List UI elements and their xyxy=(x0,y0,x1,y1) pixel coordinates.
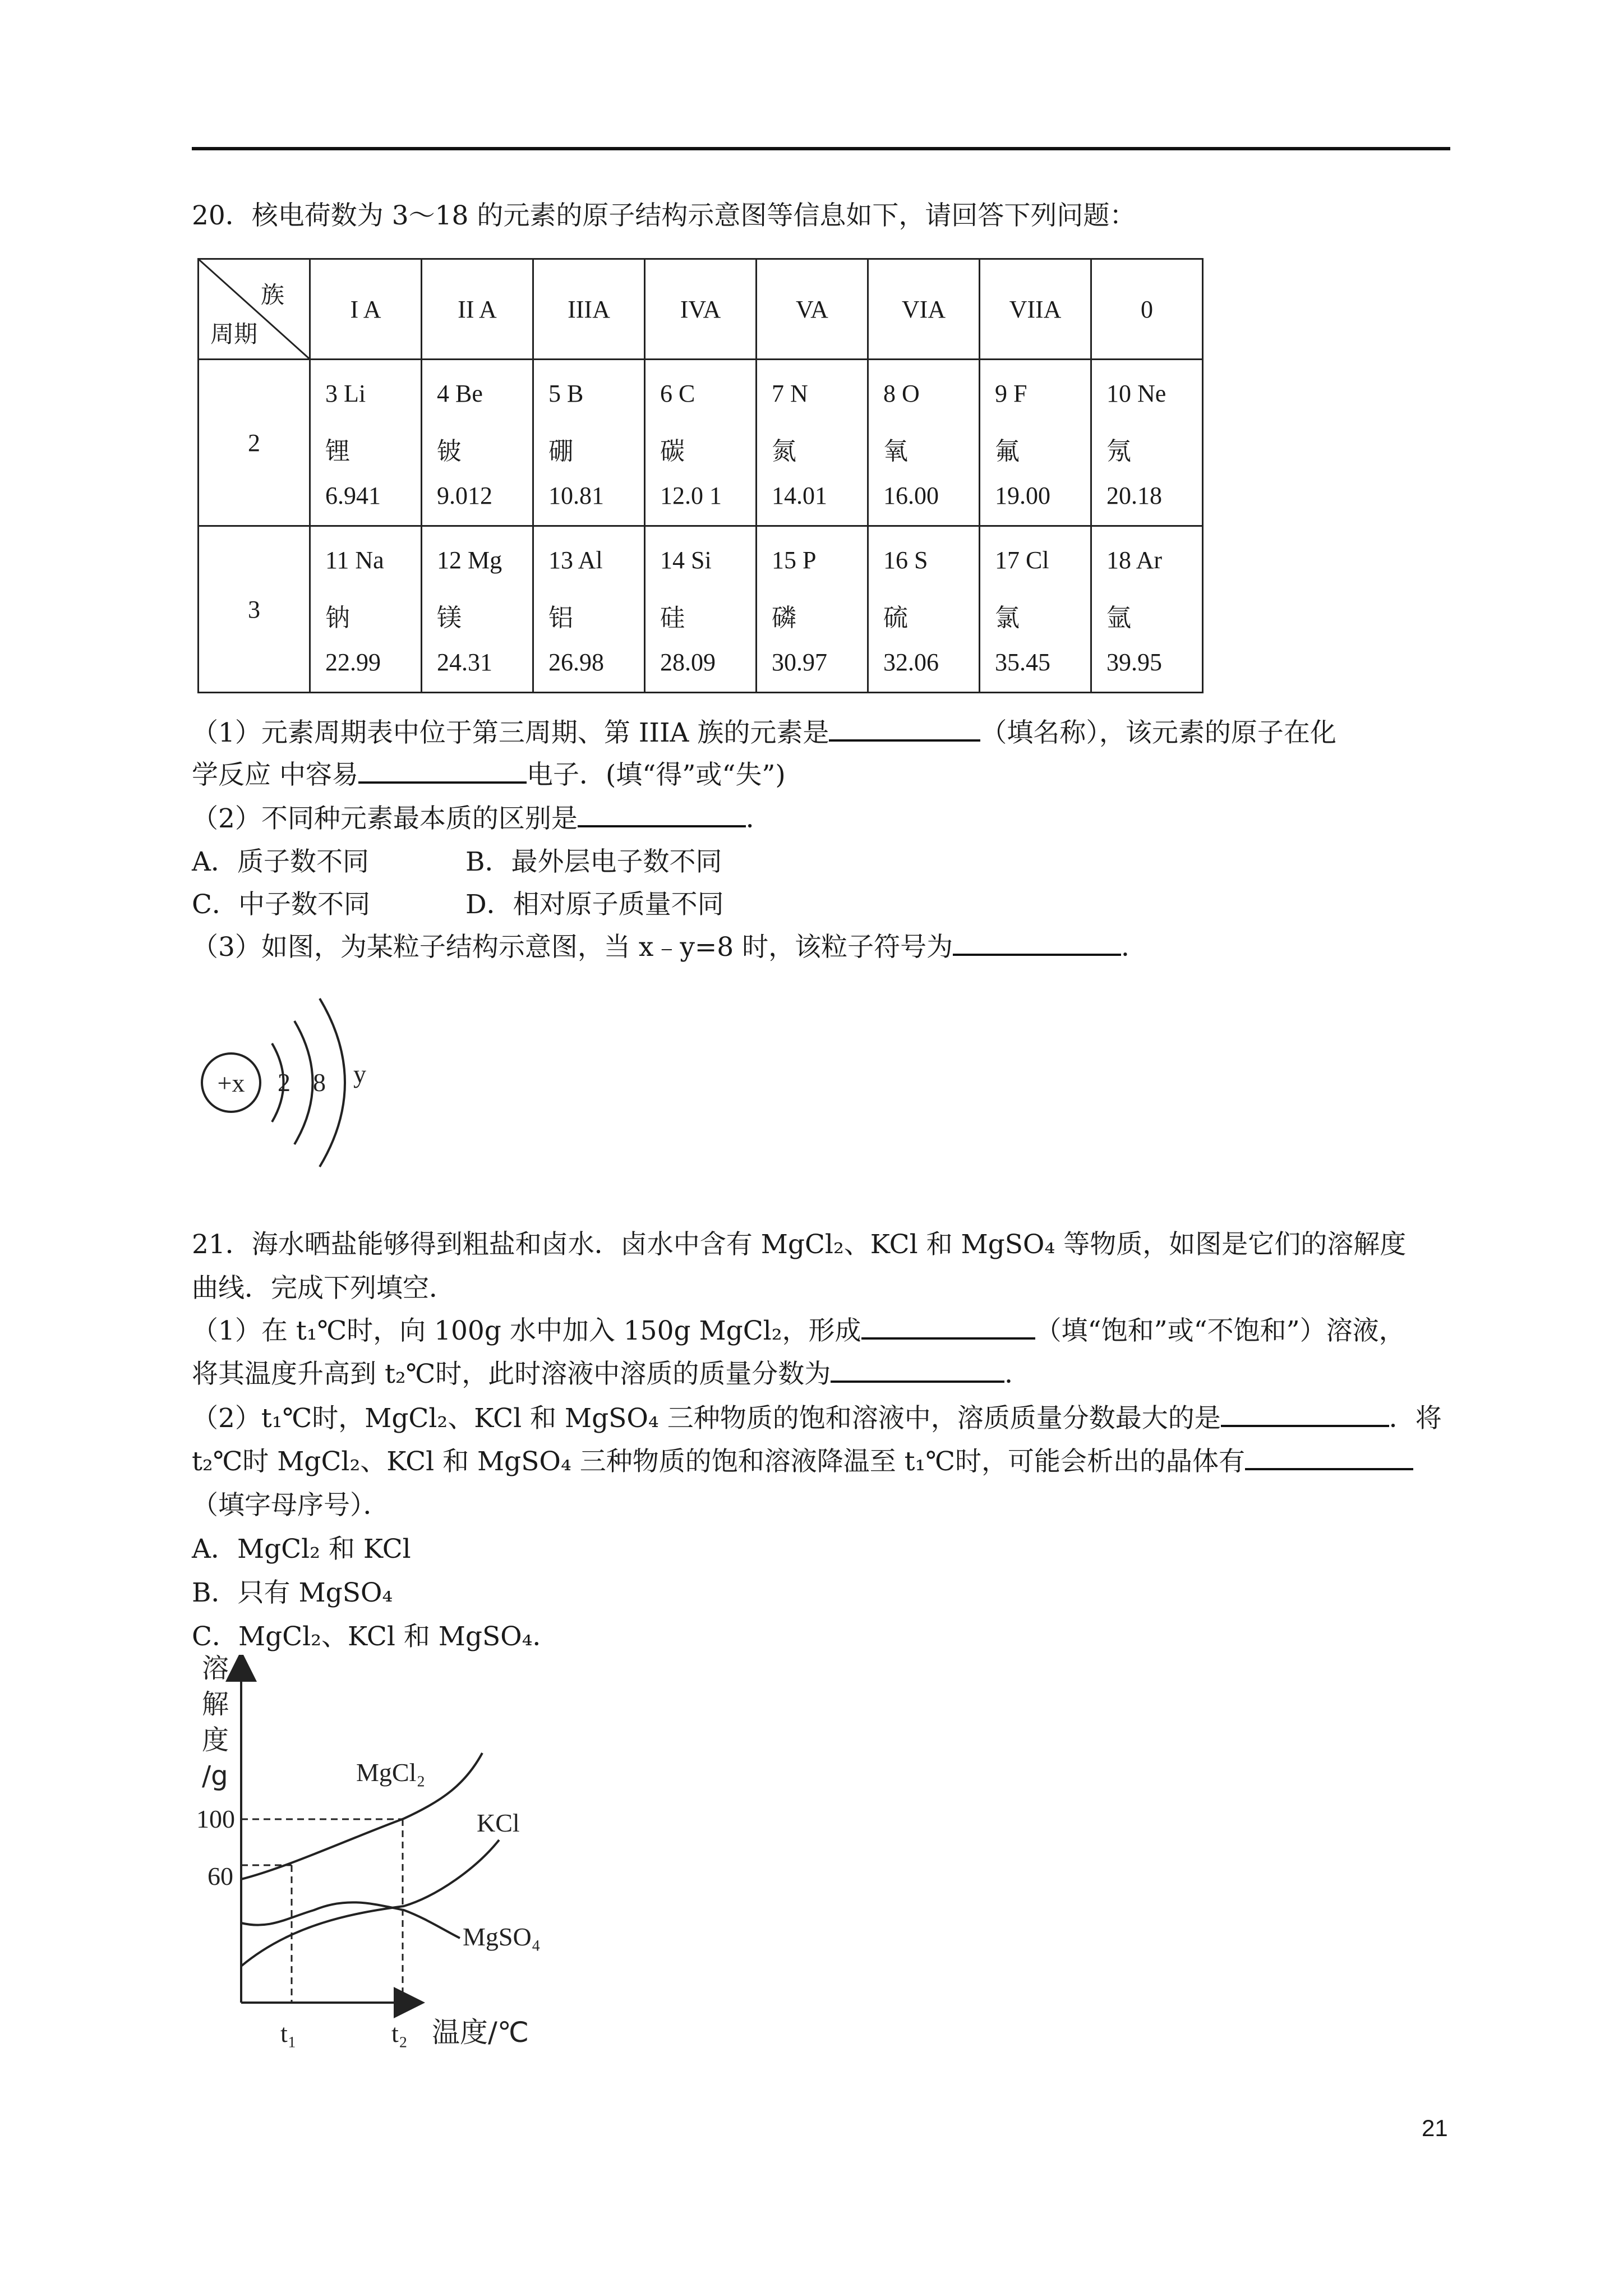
element-name: 氯 xyxy=(995,604,1020,632)
element-mass: 12.0 1 xyxy=(660,482,722,509)
q21-option-c: C．MgCl₂、KCl 和 MgSO₄． xyxy=(192,1621,559,1652)
element-symbol: 14 Si xyxy=(660,546,712,574)
q20-part2-text-b: ． xyxy=(745,803,772,834)
element-symbol: 3 Li xyxy=(325,380,366,407)
q21-part2-text-c: t₂℃时 MgCl₂、KCl 和 MgSO₄ 三种物质的饱和溶液降温至 t₁℃时，可能会析出的晶体有 xyxy=(192,1446,1245,1477)
element-symbol: 18 Ar xyxy=(1106,546,1162,574)
element-name: 氧 xyxy=(883,437,908,466)
element-cell xyxy=(868,526,980,693)
element-name: 磷 xyxy=(772,604,796,632)
q20-part2-text-a: （2）不同种元素最本质的区别是 xyxy=(192,803,578,834)
element-mass: 19.00 xyxy=(995,482,1050,509)
y-tick-60: 60 xyxy=(208,1862,233,1890)
element-cell xyxy=(422,360,533,526)
element-mass: 16.00 xyxy=(883,482,939,509)
series-label: MgSO₄ xyxy=(463,1922,541,1951)
series-label: MgCl₂ xyxy=(356,1758,426,1787)
element-symbol: 10 Ne xyxy=(1106,380,1166,407)
header-rule xyxy=(192,147,1450,150)
element-symbol: 11 Na xyxy=(325,546,384,574)
q21-line2: 曲线．完成下列填空． xyxy=(192,1273,455,1304)
electron-shell-2 xyxy=(294,1021,313,1144)
element-name: 硅 xyxy=(660,604,685,632)
q20-part2 xyxy=(192,797,772,841)
group-header: 0 xyxy=(1091,259,1203,360)
element-cell xyxy=(310,360,422,526)
element-mass: 22.99 xyxy=(325,648,381,676)
x-tick-t2: t₂ xyxy=(391,2019,408,2047)
answer-blank[interactable] xyxy=(861,1312,1035,1340)
q20-option-d: D．相对原子质量不同 xyxy=(465,889,724,920)
element-symbol: 15 P xyxy=(772,546,817,574)
element-mass: 26.98 xyxy=(548,648,604,676)
element-symbol: 6 C xyxy=(660,380,695,407)
element-mass: 32.06 xyxy=(883,648,939,676)
element-mass: 6.941 xyxy=(325,482,381,509)
element-name: 氩 xyxy=(1106,604,1131,632)
mgcl2-label xyxy=(356,1758,425,1787)
q20-part3-text-b: ． xyxy=(1121,932,1148,963)
group-header: VIIA xyxy=(980,259,1091,360)
group-header: I A xyxy=(310,259,422,360)
corner-group-label: 族 xyxy=(261,281,285,309)
y-axis-label-part: /g xyxy=(202,1760,228,1792)
element-symbol: 8 O xyxy=(883,380,920,407)
q21-line1: 21．海水晒盐能够得到粗盐和卤水．卤水中含有 MgCl₂、KCl 和 MgSO₄ 等物质，如图是它们的溶解度 xyxy=(192,1229,1407,1260)
q20-option-b: B．最外层电子数不同 xyxy=(465,846,722,877)
element-symbol: 7 N xyxy=(772,380,808,407)
element-name: 铝 xyxy=(548,604,573,632)
element-name: 碳 xyxy=(660,437,685,466)
element-mass: 35.45 xyxy=(995,648,1050,676)
q20-part1-text-b: （填名称），该元素的原子在化 xyxy=(980,717,1336,748)
answer-blank[interactable] xyxy=(1221,1399,1389,1427)
element-name: 铍 xyxy=(437,437,462,466)
q20-title: 20．核电荷数为 3～18 的元素的原子结构示意图等信息如下，请回答下列问题： xyxy=(192,200,1136,231)
q20-option-c: C．中子数不同 xyxy=(192,889,370,920)
element-name: 锂 xyxy=(325,437,350,466)
group-header: VIA xyxy=(868,259,980,360)
element-cell xyxy=(980,360,1091,526)
q20-part1-text-c: 学反应 中容易 xyxy=(192,760,358,790)
element-cell xyxy=(757,526,868,693)
group-header: IVA xyxy=(645,259,757,360)
q21-part1-text-c: 将其温度升高到 t₂℃时，此时溶液中溶质的质量分数为 xyxy=(192,1359,831,1389)
group-header: VA xyxy=(757,259,868,360)
shell-2-electrons: 8 xyxy=(313,1068,326,1097)
element-cell xyxy=(533,526,645,693)
x-tick-t1: t₁ xyxy=(280,2019,297,2047)
element-cell xyxy=(1091,360,1203,526)
solubility-chart xyxy=(185,1655,611,2059)
shell-1-electrons: 2 xyxy=(278,1068,291,1097)
element-cell xyxy=(533,360,645,526)
element-mass: 9.012 xyxy=(437,482,492,509)
q21-part1-text-d: ． xyxy=(1004,1359,1031,1389)
y-axis-label-part: 度 xyxy=(202,1724,229,1756)
element-name: 硼 xyxy=(548,437,573,466)
element-mass: 20.18 xyxy=(1106,482,1162,509)
element-symbol: 4 Be xyxy=(437,380,483,407)
group-header: IIIA xyxy=(533,259,645,360)
particle-structure-diagram xyxy=(191,976,393,1189)
element-symbol: 12 Mg xyxy=(437,546,502,574)
answer-blank[interactable] xyxy=(1245,1442,1413,1470)
element-cell xyxy=(422,526,533,693)
q21-part2-line1 xyxy=(192,1397,1442,1441)
mgso4-label xyxy=(463,1922,541,1951)
element-mass: 30.97 xyxy=(772,648,827,676)
element-symbol: 17 Cl xyxy=(995,546,1049,574)
q21-option-a: A．MgCl₂ 和 KCl xyxy=(192,1534,411,1565)
q20-option-a: A．质子数不同 xyxy=(192,846,369,877)
corner-period-label: 周期 xyxy=(210,320,258,348)
answer-blank[interactable] xyxy=(358,756,527,784)
element-mass: 39.95 xyxy=(1106,648,1162,676)
nucleus-charge: +x xyxy=(217,1069,245,1097)
element-cell xyxy=(868,360,980,526)
y-axis-label xyxy=(202,1655,229,1792)
element-symbol: 5 B xyxy=(548,380,584,407)
q21-part2-text-a: （2）t₁℃时，MgCl₂、KCl 和 MgSO₄ 三种物质的饱和溶液中，溶质质量分数最大的是 xyxy=(192,1403,1221,1434)
y-axis-label-part: 解 xyxy=(202,1688,229,1720)
page-number: 21 xyxy=(1422,2115,1448,2141)
element-symbol: 16 S xyxy=(883,546,928,574)
period-label: 3 xyxy=(199,526,310,693)
q21-option-b: B．只有 MgSO₄ xyxy=(192,1577,393,1608)
series-label: KCl xyxy=(477,1809,520,1837)
element-symbol: 9 F xyxy=(995,380,1027,407)
element-mass: 28.09 xyxy=(660,648,716,676)
element-name: 硫 xyxy=(883,604,908,632)
table-corner xyxy=(199,259,310,360)
q21-part1-text-a: （1）在 t₁℃时，向 100g 水中加入 150g MgCl₂，形成 xyxy=(192,1315,861,1346)
q21-part1-line2 xyxy=(192,1352,1031,1396)
y-tick-100: 100 xyxy=(196,1805,235,1833)
mgso4-curve xyxy=(241,1902,460,1938)
x-axis-label: 温度/℃ xyxy=(432,2016,529,2049)
q20-part1-line1 xyxy=(192,711,1336,755)
element-name: 氖 xyxy=(1106,437,1131,466)
element-cell xyxy=(310,526,422,693)
element-cell xyxy=(1091,526,1203,693)
element-name: 镁 xyxy=(437,604,462,632)
answer-blank[interactable] xyxy=(829,714,980,742)
period-label: 2 xyxy=(199,360,310,526)
answer-blank[interactable] xyxy=(578,799,746,827)
q21-part2-line2 xyxy=(192,1440,1413,1484)
element-name: 钠 xyxy=(325,604,350,632)
group-header: II A xyxy=(422,259,533,360)
element-mass: 14.01 xyxy=(772,482,827,509)
q20-part3 xyxy=(192,926,1147,969)
element-name: 氟 xyxy=(995,437,1020,466)
element-cell xyxy=(645,360,757,526)
element-cell xyxy=(645,526,757,693)
element-mass: 10.81 xyxy=(548,482,604,509)
periodic-table xyxy=(197,258,1204,693)
q21-part2-line3: （填字母序号）． xyxy=(192,1490,390,1521)
answer-blank[interactable] xyxy=(953,928,1121,956)
q20-part1-text-d: 电子．(填“得”或“失”) xyxy=(526,760,786,790)
q21-part1-line1 xyxy=(192,1309,1405,1353)
q21-part1-text-b: （填“饱和”或“不饱和”）溶液， xyxy=(1035,1315,1405,1346)
q20-part1-line2 xyxy=(192,753,786,797)
kcl-label xyxy=(477,1809,520,1837)
element-name: 氮 xyxy=(772,437,796,466)
element-mass: 24.31 xyxy=(437,648,492,676)
element-cell xyxy=(980,526,1091,693)
answer-blank[interactable] xyxy=(831,1355,1004,1383)
y-axis-label-part: 溶 xyxy=(202,1655,229,1684)
shell-3-electrons: y xyxy=(353,1060,366,1088)
q20-part1-text-a: （1）元素周期表中位于第三周期、第 IIIA 族的元素是 xyxy=(192,717,829,748)
element-cell xyxy=(757,360,868,526)
q21-part2-text-b: ．将 xyxy=(1389,1403,1442,1434)
element-symbol: 13 Al xyxy=(548,546,603,574)
q20-part3-text-a: （3）如图，为某粒子结构示意图，当 x﹣y=8 时，该粒子符号为 xyxy=(192,932,953,963)
